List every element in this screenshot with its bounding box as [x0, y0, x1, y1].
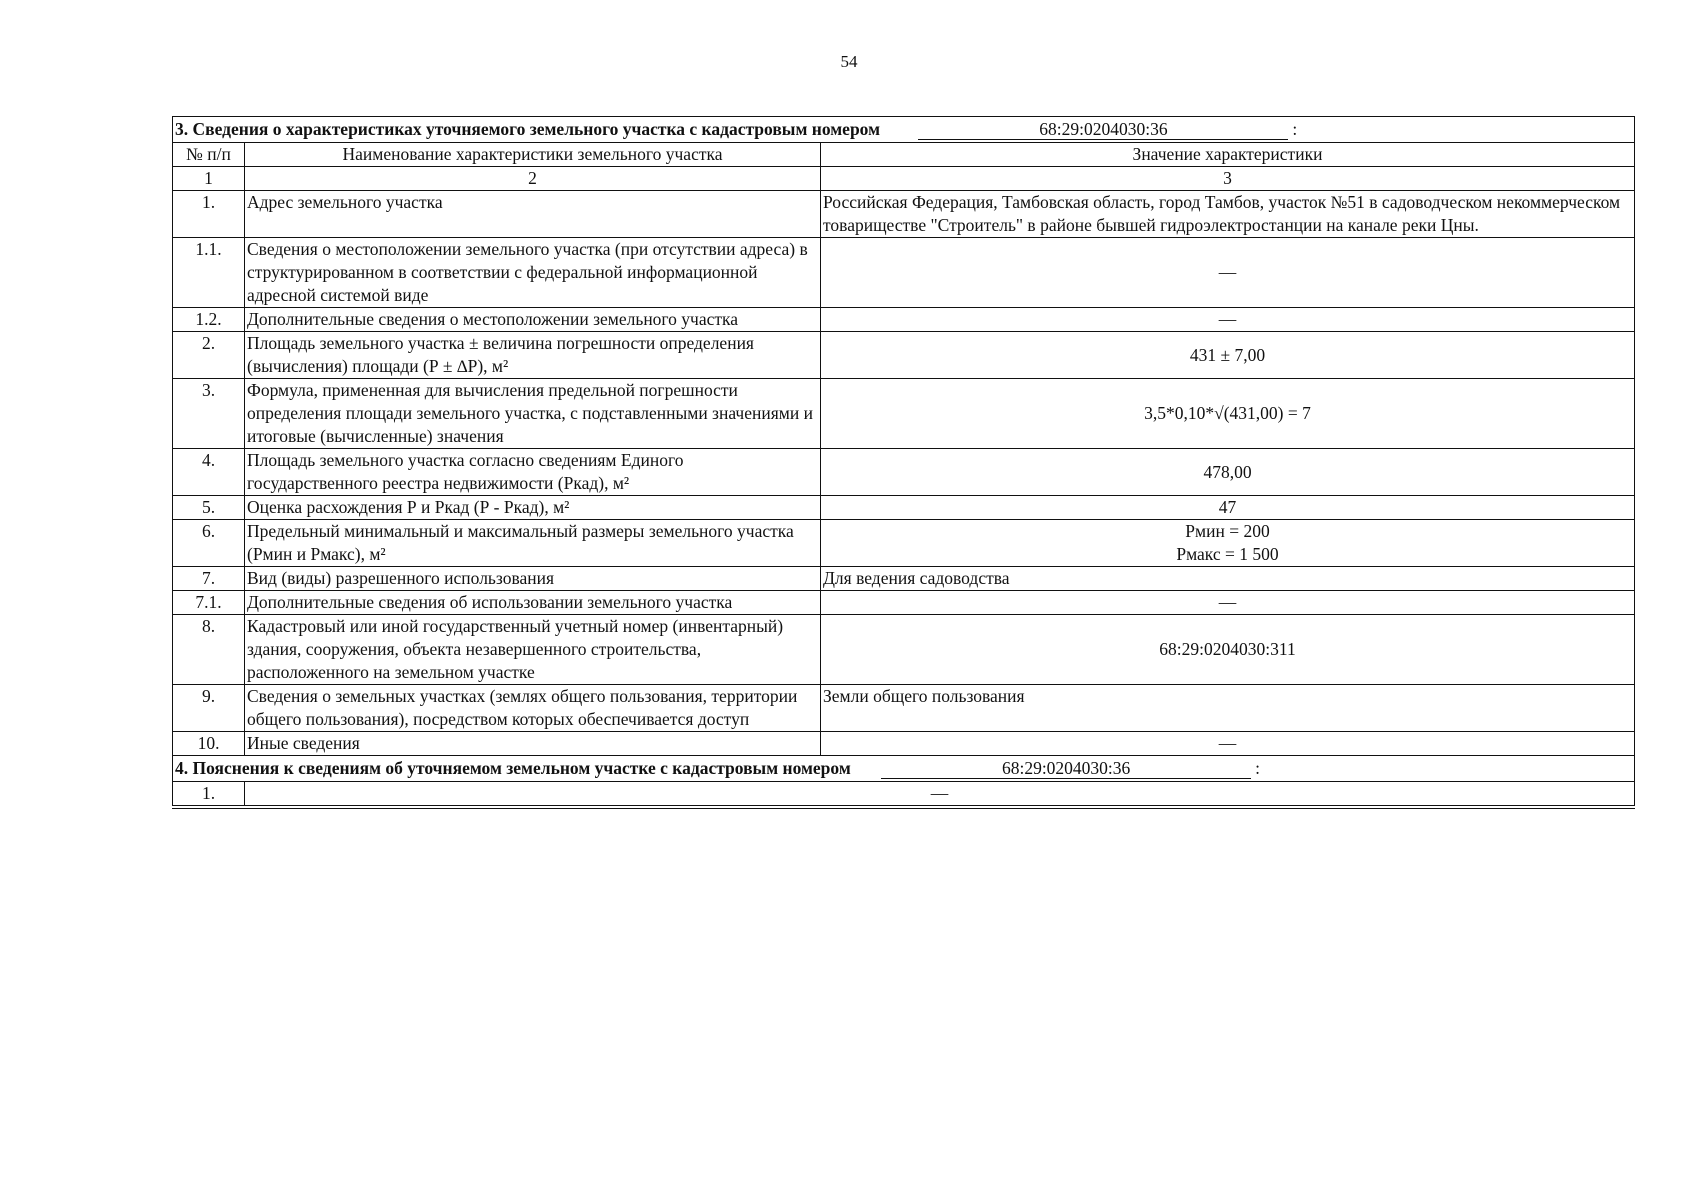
- section4-cadastral-number: 68:29:0204030:36: [881, 758, 1251, 779]
- row-name: Дополнительные сведения об использовании земельного участка: [245, 591, 821, 615]
- table-row: [173, 191, 1635, 238]
- row-name: Дополнительные сведения о местоположении земельного участка: [245, 308, 821, 332]
- table-row: [173, 308, 1635, 332]
- row-value: 47: [821, 496, 1635, 520]
- row-name: Формула, примененная для вычисления предельной погрешности определения площади земельного участка, с подставленными значениями и итоговые (вычисленные) значения: [245, 379, 821, 449]
- table-row: [173, 238, 1635, 308]
- column-number-2: 2: [245, 167, 821, 191]
- table-header-row: [173, 143, 1635, 167]
- section4-header-row: [173, 756, 1635, 782]
- section3-title-cell: [173, 117, 1635, 143]
- row-number: 2.: [173, 332, 245, 379]
- section4-title-cell: [173, 756, 1635, 782]
- table-row: [173, 685, 1635, 732]
- row-number: 7.1.: [173, 591, 245, 615]
- row-value: [821, 520, 1635, 567]
- row-value: —: [821, 238, 1635, 308]
- row-name: Иные сведения: [245, 732, 821, 756]
- table-row: [173, 591, 1635, 615]
- table-row: [173, 615, 1635, 685]
- row-name: Площадь земельного участка согласно сведениям Единого государственного реестра недвижимости (Ркад), м²: [245, 449, 821, 496]
- row-name: Оценка расхождения Р и Ркад (Р - Ркад), м²: [245, 496, 821, 520]
- table-row: [173, 782, 1635, 808]
- row-name: Адрес земельного участка: [245, 191, 821, 238]
- row-name: Предельный минимальный и максимальный размеры земельного участка (Рмин и Рмакс), м²: [245, 520, 821, 567]
- row-value: 3,5*0,10*√(431,00) = 7: [821, 379, 1635, 449]
- section3-cadastral-number: 68:29:0204030:36: [918, 119, 1288, 140]
- section3-title: 3. Сведения о характеристиках уточняемого земельного участка с кадастровым номером: [175, 119, 881, 139]
- row-number: 4.: [173, 449, 245, 496]
- header-name: Наименование характеристики земельного участка: [245, 143, 821, 167]
- row-value: —: [821, 308, 1635, 332]
- row-value-min: Рмин = 200: [1185, 521, 1270, 541]
- row-number: 6.: [173, 520, 245, 567]
- row-name: Кадастровый или иной государственный учетный номер (инвентарный) здания, сооружения, объекта незавершенного строительства, расположенного на земельном участке: [245, 615, 821, 685]
- row-name: Вид (виды) разрешенного использования: [245, 567, 821, 591]
- column-number-3: 3: [821, 167, 1635, 191]
- row-number: 1.2.: [173, 308, 245, 332]
- row-value: —: [821, 732, 1635, 756]
- row-number: 3.: [173, 379, 245, 449]
- header-num: № п/п: [173, 143, 245, 167]
- row-value: —: [245, 782, 1635, 808]
- row-number: 10.: [173, 732, 245, 756]
- page-number: 54: [840, 52, 858, 71]
- table-row: [173, 520, 1635, 567]
- row-value-max: Рмакс = 1 500: [1176, 544, 1279, 564]
- header-value: Значение характеристики: [821, 143, 1635, 167]
- row-number: 1.: [173, 782, 245, 808]
- row-number: 7.: [173, 567, 245, 591]
- row-value: Земли общего пользования: [821, 685, 1635, 732]
- row-number: 9.: [173, 685, 245, 732]
- row-value: Российская Федерация, Тамбовская область, город Тамбов, участок №51 в садоводческом некоммерческом товариществе "Строитель" в районе бывшей гидроэлектростанции на канале реки Цны.: [821, 191, 1635, 238]
- table-row: [173, 332, 1635, 379]
- row-value: Для ведения садоводства: [821, 567, 1635, 591]
- section4-colon: :: [1255, 758, 1260, 778]
- table-row: [173, 449, 1635, 496]
- table-row: [173, 567, 1635, 591]
- row-name: Площадь земельного участка ± величина погрешности определения (вычисления) площади (Р ± ∆Р), м²: [245, 332, 821, 379]
- row-number: 5.: [173, 496, 245, 520]
- row-name: Сведения о земельных участках (землях общего пользования, территории общего пользования), посредством которых обеспечивается доступ: [245, 685, 821, 732]
- column-numbers-row: [173, 167, 1635, 191]
- row-number: 1.1.: [173, 238, 245, 308]
- table-row: [173, 732, 1635, 756]
- row-value: 68:29:0204030:311: [821, 615, 1635, 685]
- row-name: Сведения о местоположении земельного участка (при отсутствии адреса) в структурированном в соответствии с федеральной информационной адресной системой виде: [245, 238, 821, 308]
- land-plot-characteristics-table: [172, 116, 1635, 809]
- row-value: 478,00: [821, 449, 1635, 496]
- section3-colon: :: [1292, 119, 1298, 139]
- table-row: [173, 496, 1635, 520]
- section4-title: 4. Пояснения к сведениям об уточняемом земельном участке с кадастровым номером: [175, 758, 851, 778]
- column-number-1: 1: [173, 167, 245, 191]
- row-number: 1.: [173, 191, 245, 238]
- table-row: [173, 379, 1635, 449]
- row-number: 8.: [173, 615, 245, 685]
- row-value: —: [821, 591, 1635, 615]
- row-value: 431 ± 7,00: [821, 332, 1635, 379]
- section3-header-row: [173, 117, 1635, 143]
